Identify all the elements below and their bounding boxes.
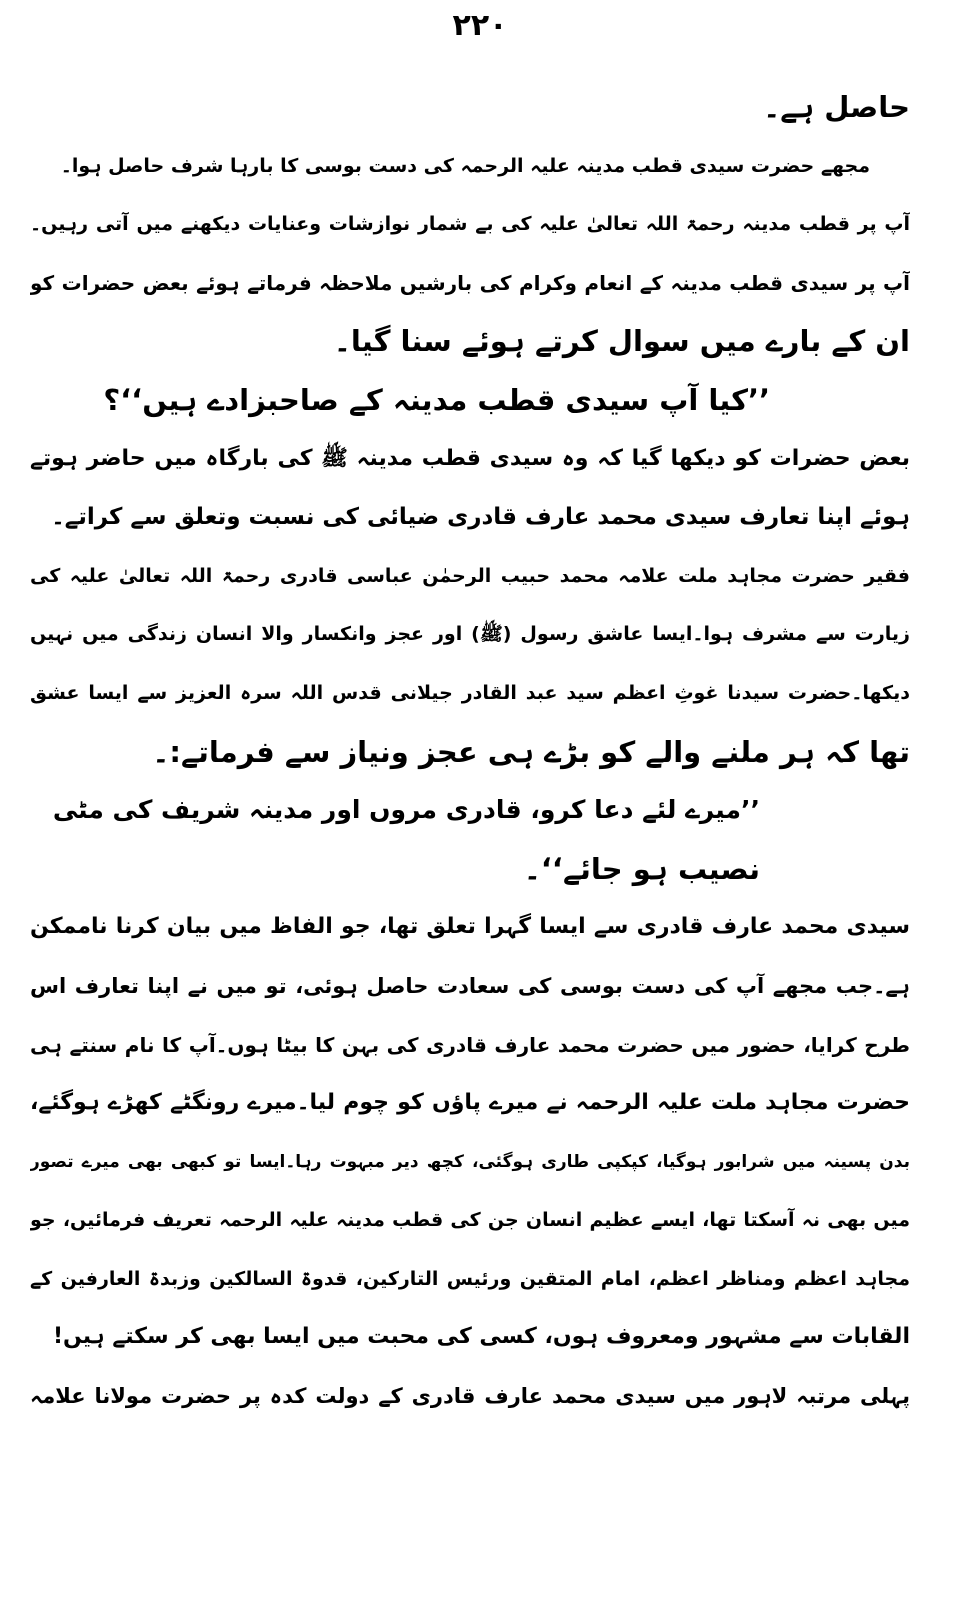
text-line: زیارت سے مشرف ہوا۔ایسا عاشق رسول (ﷺ) اور عجز وانکسار والا انسان زندگی میں نہیں	[30, 623, 910, 646]
text-line: ہے۔جب مجھے آپ کی دست بوسی کی سعادت حاصل ہوئی، تو میں نے اپنا تعارف اس	[30, 973, 910, 998]
quote-line: ’’میرے لئے دعا کرو، قادری مروں اور مدینہ شریف کی مٹی	[52, 795, 760, 825]
text-line: طرح کرایا، حضور میں حضرت محمد عارف قادری کی بہن کا بیٹا ہوں۔آپ کا نام سنتے ہی	[30, 1032, 910, 1057]
text-line: پہلی مرتبہ لاہور میں سیدی محمد عارف قادری کے دولت کدہ پر حضرت مولانا علامہ	[30, 1384, 910, 1409]
text-line: بدن پسینہ میں شرابور ہوگیا، کپکپی طاری ہوگئی، کچھ دیر مبہوت رہا۔ایسا تو کبھی بھی میرے تصور	[30, 1151, 910, 1172]
page-number: ۲۲۰	[452, 8, 508, 43]
text-line: حاصل ہے۔	[763, 90, 910, 124]
text-line: ان کے بارے میں سوال کرتے ہوئے سنا گیا۔	[333, 324, 910, 359]
text-line: تھا کہ ہر ملنے والے کو بڑے ہی عجز ونیاز سے فرماتے:۔	[152, 734, 910, 769]
text-line: القابات سے مشہور ومعروف ہوں، کسی کی محبت میں ایسا بھی کر سکتے ہیں!	[52, 1324, 910, 1350]
text-line: سیدی محمد عارف قادری سے ایسا گہرا تعلق تھا، جو الفاظ میں بیان کرنا ناممکن	[30, 914, 910, 940]
text-line: مجھے حضرت سیدی قطب مدینہ علیہ الرحمہ کی دست بوسی کا بارہا شرف حاصل ہوا۔	[60, 154, 870, 177]
text-line: مجاہد اعظم ومناظر اعظم، امام المتقین ورئیس التارکین، قدوۃ السالکین وزبدۃ العارفین کے	[30, 1267, 910, 1290]
text-line: ہوئے اپنا تعارف سیدی محمد عارف قادری ضیائی کی نسبت وتعلق سے کراتے۔	[51, 504, 910, 531]
text-line: آپ پر سیدی قطب مدینہ کے انعام وکرام کی بارشیں ملاحظہ فرماتے ہوئے بعض حضرات کو	[30, 270, 910, 295]
quote-line: نصیب ہو جائے‘‘۔	[523, 851, 760, 886]
quote-line: ’’کیا آپ سیدی قطب مدینہ کے صاحبزادے ہیں‘‘؟	[103, 382, 770, 417]
text-line: بعض حضرات کو دیکھا گیا کہ وہ سیدی قطب مدینہ ﷺ کی بارگاہ میں حاضر ہوتے	[30, 445, 910, 471]
text-line: میں بھی نہ آسکتا تھا، ایسے عظیم انسان جن کی قطب مدینہ علیہ الرحمہ تعریف فرمائیں، جو	[30, 1209, 910, 1232]
text-line: فقیر حضرت مجاہد ملت علامہ محمد حبیب الرحمٰن عباسی قادری رحمۃ اللہ تعالیٰ علیہ کی	[30, 564, 910, 587]
text-line: دیکھا۔حضرت سیدنا غوثِ اعظم سید عبد القادر جیلانی قدس اللہ سرہ العزیز سے ایسا عشق	[30, 681, 910, 704]
text-line: آپ پر قطب مدینہ رحمۃ اللہ تعالیٰ علیہ کی بے شمار نوازشات وعنایات دیکھنے میں آتی رہیں۔	[30, 213, 910, 236]
body-text	[30, 78, 910, 1426]
text-line: حضرت مجاہد ملت علیہ الرحمہ نے میرے پاؤں کو چوم لیا۔میرے رونگٹے کھڑے ہوگئے،	[30, 1090, 910, 1116]
